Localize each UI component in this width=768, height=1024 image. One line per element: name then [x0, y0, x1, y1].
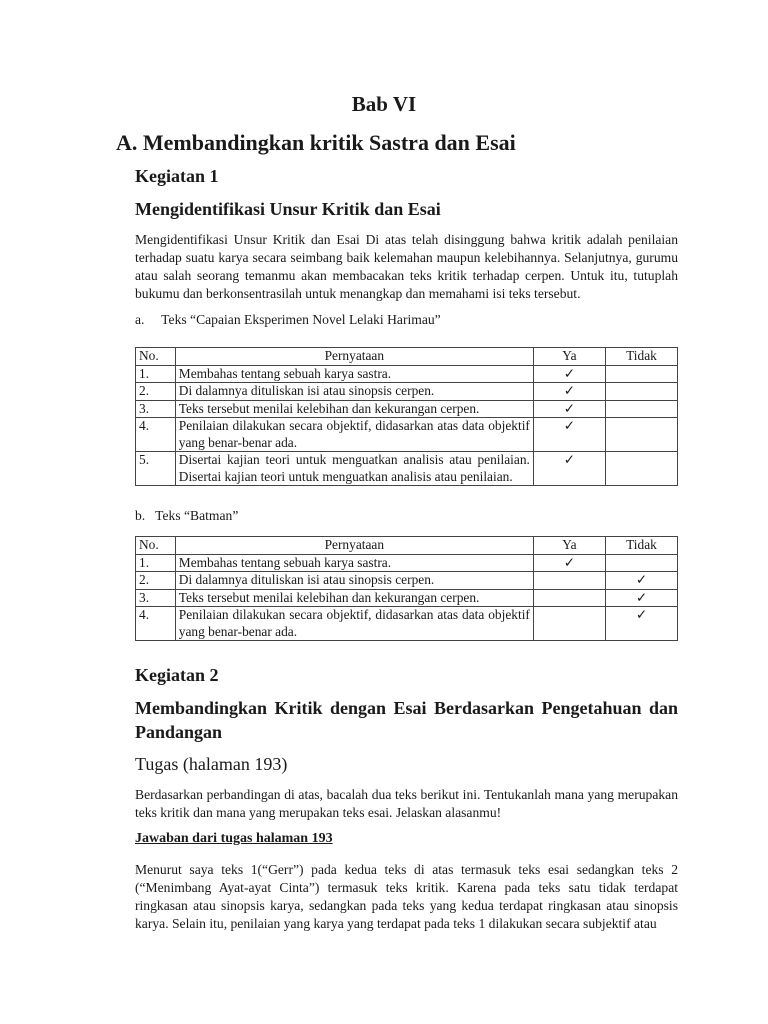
- row-statement: Penilaian dilakukan secara objektif, didasarkan atas data objektif yang benar-benar ada.: [175, 607, 533, 641]
- row-number: 4.: [136, 607, 176, 641]
- row-statement: Disertai kajian teori untuk menguatkan analisis atau penilaian. Disertai kajian teori untuk menguatkan analisis atau penilaian.: [175, 452, 533, 486]
- row-tidak: [605, 383, 677, 401]
- col-pernyataan: Pernyataan: [175, 537, 533, 555]
- col-tidak: Tidak: [605, 348, 677, 366]
- col-tidak: Tidak: [605, 537, 677, 555]
- row-statement: Teks tersebut menilai kelebihan dan kekurangan cerpen.: [175, 589, 533, 607]
- row-tidak: [605, 452, 677, 486]
- answer-heading: Jawaban dari tugas halaman 193: [135, 831, 333, 846]
- col-ya: Ya: [533, 348, 605, 366]
- table-row: [136, 400, 678, 418]
- kegiatan2-heading: Kegiatan 2: [135, 665, 219, 685]
- row-statement: Teks tersebut menilai kelebihan dan kekurangan cerpen.: [175, 400, 533, 418]
- row-ya: ✓: [533, 383, 605, 401]
- row-tidak: ✓: [605, 572, 677, 590]
- row-tidak: [605, 400, 677, 418]
- row-statement: Di dalamnya dituliskan isi atau sinopsis cerpen.: [175, 383, 533, 401]
- row-number: 5.: [136, 452, 176, 486]
- col-no: No.: [136, 537, 176, 555]
- row-tidak: ✓: [605, 589, 677, 607]
- row-statement: Di dalamnya dituliskan isi atau sinopsis cerpen.: [175, 572, 533, 590]
- row-tidak: ✓: [605, 607, 677, 641]
- tugas-heading: Tugas (halaman 193): [135, 754, 288, 774]
- row-number: 1.: [136, 554, 176, 572]
- row-tidak: [605, 418, 677, 452]
- row-ya: [533, 589, 605, 607]
- row-tidak: [605, 554, 677, 572]
- kegiatan1-paragraph: Mengidentifikasi Unsur Kritik dan Esai Di atas telah disinggung bahwa kritik adalah penilaian terhadap suatu karya secara seimbang baik kelemahan maupun kelebihannya. Selanjutnya, gurumu atau salah seorang temanmu akan membacakan teks kritik terhadap cerpen. Untuk itu, tutuplah bukumu dan berkonsentrasilah untuk menangkap dan memahami isi teks tersebut.: [135, 232, 678, 301]
- row-ya: ✓: [533, 452, 605, 486]
- table-row: [136, 365, 678, 383]
- row-number: 2.: [136, 383, 176, 401]
- label-b: b. Teks “Batman”: [135, 508, 239, 523]
- col-ya: Ya: [533, 537, 605, 555]
- row-number: 4.: [136, 418, 176, 452]
- row-ya: ✓: [533, 365, 605, 383]
- table-row: [136, 554, 678, 572]
- chapter-title: Bab VI: [351, 92, 417, 116]
- answer-paragraph: Menurut saya teks 1(“Gerr”) pada kedua teks di atas termasuk teks esai sedangkan teks 2 (“Menimbang Ayat-ayat Cinta”) termasuk teks kritik. Karena pada teks satu tidak terdapat ringkasan atau sinopsis karya, sedangkan pada teks yang kedua terdapat ringkasan atau sinopsis karya. Selain itu, penilaian yang karya yang terdapat pada teks 1 dilakukan secara subjektif atau: [135, 862, 678, 931]
- row-ya: ✓: [533, 400, 605, 418]
- row-ya: ✓: [533, 418, 605, 452]
- table-row: [136, 383, 678, 401]
- row-tidak: [605, 365, 677, 383]
- kegiatan1-subheading: Mengidentifikasi Unsur Kritik dan Esai: [135, 199, 441, 219]
- section-heading: A. Membandingkan kritik Sastra dan Esai: [116, 130, 516, 155]
- table-row: [136, 452, 678, 486]
- row-ya: ✓: [533, 554, 605, 572]
- row-number: 3.: [136, 589, 176, 607]
- col-pernyataan: Pernyataan: [175, 348, 533, 366]
- row-number: 2.: [136, 572, 176, 590]
- table-row: [136, 572, 678, 590]
- table-row: [136, 607, 678, 641]
- row-ya: [533, 607, 605, 641]
- row-ya: [533, 572, 605, 590]
- row-statement: Penilaian dilakukan secara objektif, didasarkan atas data objektif yang benar-benar ada.: [175, 418, 533, 452]
- row-statement: Membahas tentang sebuah karya sastra.: [175, 365, 533, 383]
- col-no: No.: [136, 348, 176, 366]
- label-a: a. Teks “Capaian Eksperimen Novel Lelaki Harimau”: [135, 312, 441, 327]
- kegiatan2-subheading: Membandingkan Kritik dengan Esai Berdasarkan Pengetahuan dan Pandangan: [135, 698, 678, 742]
- table-b: [135, 536, 678, 641]
- kegiatan1-heading: Kegiatan 1: [135, 166, 219, 186]
- table-row: [136, 418, 678, 452]
- row-number: 3.: [136, 400, 176, 418]
- tugas-paragraph: Berdasarkan perbandingan di atas, bacalah dua teks berikut ini. Tentukanlah mana yang merupakan teks kritik dan mana yang merupakan teks esai. Jelaskan alasanmu!: [135, 787, 678, 820]
- table-a: [135, 347, 678, 486]
- row-number: 1.: [136, 365, 176, 383]
- row-statement: Membahas tentang sebuah karya sastra.: [175, 554, 533, 572]
- table-row: [136, 589, 678, 607]
